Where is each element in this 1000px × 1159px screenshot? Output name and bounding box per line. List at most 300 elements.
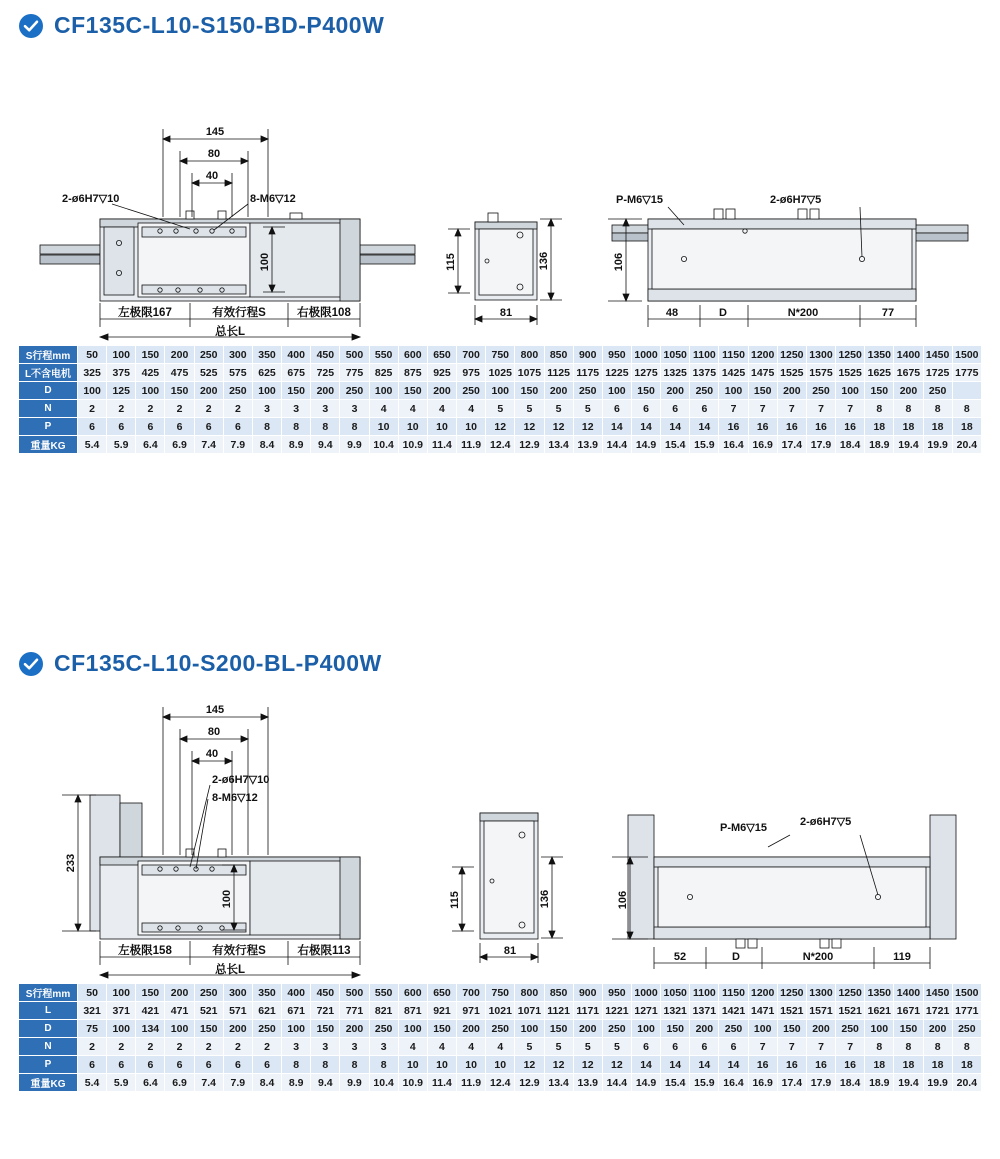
table-cell: 1471 [748,1002,777,1020]
dim-40: 40 [205,748,219,760]
table-cell: 525 [194,364,223,382]
table-cell: 12.4 [486,1074,515,1092]
callout-2-dia6H7-5: 2-ø6H7▽5 [800,816,852,828]
spec-table-2 [18,983,982,1092]
table-cell: 350 [252,984,281,1002]
table-cell: 20.4 [952,436,981,454]
row-header: 重量KG [19,1074,78,1092]
table-cell: 14.4 [602,1074,631,1092]
table-cell: 5.9 [107,1074,136,1092]
table-cell: 14 [631,418,660,436]
dim-145: 145 [205,704,225,716]
table-cell: 7.4 [194,1074,223,1092]
table-row [19,400,982,418]
table-cell: 850 [544,984,573,1002]
dim-106: 106 [613,252,625,272]
table-cell: 19.4 [894,1074,923,1092]
table-cell: 1525 [777,364,806,382]
table-cell: 100 [107,1020,136,1038]
table-cell: 371 [107,1002,136,1020]
table-cell: 1025 [486,364,515,382]
table-cell: 200 [223,1020,252,1038]
table-cell: 150 [398,382,427,400]
table-cell: 3 [252,400,281,418]
table-cell: 8 [952,1038,981,1056]
table-cell: 2 [194,400,223,418]
table-cell: 10 [398,1056,427,1074]
table-cell: 10 [369,418,398,436]
table-cell: 100 [78,382,107,400]
table-cell: 6 [136,1056,165,1074]
table-cell: 8 [865,400,894,418]
table-cell: 18 [923,418,952,436]
table-cell: 200 [165,984,194,1002]
table-cell: 14.9 [631,1074,660,1092]
table-cell: 18 [865,1056,894,1074]
table-cell: 18.4 [836,1074,865,1092]
table-cell: 17.9 [806,436,835,454]
table-cell: 12 [515,418,544,436]
table-cell: 16 [836,1056,865,1074]
table-cell: 16.9 [748,1074,777,1092]
table-cell: 1121 [544,1002,573,1020]
table-cell: 15.9 [690,1074,719,1092]
dim-115: 115 [445,253,457,271]
table-cell: 1050 [661,984,690,1002]
table-cell: 1500 [952,346,981,364]
dim-233: 233 [65,853,77,873]
label-left-limit: 左极限158 [118,945,172,957]
table-cell: 1250 [777,984,806,1002]
table-cell: 300 [223,346,252,364]
table-cell: 150 [427,1020,456,1038]
table-cell: 425 [136,364,165,382]
table-cell: 1000 [631,346,660,364]
table-cell: 16.4 [719,436,748,454]
table-cell: 421 [136,1002,165,1020]
table-cell: 2 [136,1038,165,1056]
table-cell: 200 [194,382,223,400]
table-cell: 875 [398,364,427,382]
table-cell: 4 [427,1038,456,1056]
table-cell: 1271 [631,1002,660,1020]
table-cell: 1375 [690,364,719,382]
table-cell: 11.9 [457,436,486,454]
table-cell: 721 [311,1002,340,1020]
table-cell: 150 [194,1020,223,1038]
table-cell: 775 [340,364,369,382]
label-total-length: 总长L [214,326,246,338]
table-cell: 500 [340,984,369,1002]
table-cell: 200 [690,1020,719,1038]
dim-136: 136 [539,889,551,909]
table-cell: 3 [311,400,340,418]
table-cell: 321 [78,1002,107,1020]
table-cell: 200 [806,1020,835,1038]
table-cell: 18 [952,418,981,436]
table-cell: 7 [777,400,806,418]
table-cell: 100 [602,382,631,400]
section-title-row-1 [0,12,1000,39]
callout-8-M6-12: 8-M6▽12 [250,193,296,205]
dim-81: 81 [503,945,517,957]
table-cell: 18 [894,418,923,436]
table-cell: 250 [806,382,835,400]
table-cell: 2 [136,400,165,418]
table-cell: 6 [107,1056,136,1074]
table-cell: 12 [515,1056,544,1074]
spec-table-1 [18,345,982,454]
table-cell: 6 [631,400,660,418]
table-cell: 250 [369,1020,398,1038]
table-cell: 14 [719,1056,748,1074]
table-cell: 8 [894,1038,923,1056]
table-cell: 1200 [748,984,777,1002]
table-cell: 250 [194,984,223,1002]
table-cell: 5 [602,1038,631,1056]
table-cell: 6 [194,418,223,436]
table-cell: 8 [369,1056,398,1074]
table-cell: 6 [165,1056,194,1074]
table-cell: 5 [486,400,515,418]
table-row [19,984,982,1002]
label-right-limit: 右极限113 [297,945,351,957]
table-cell: 6 [661,400,690,418]
table-cell: 1350 [865,984,894,1002]
callout-2-dia6H7-10: 2-ø6H7▽10 [62,193,120,205]
table-cell: 200 [311,382,340,400]
table-cell: 200 [340,1020,369,1038]
table-cell: 7 [836,1038,865,1056]
table-cell: 8 [923,1038,952,1056]
table-cell: 2 [194,1038,223,1056]
table-cell: 7 [806,1038,835,1056]
table-cell: 5 [573,1038,602,1056]
callout-2-dia6H7-10: 2-ø6H7▽10 [212,774,270,786]
table-row [19,436,982,454]
table-cell: 3 [369,1038,398,1056]
label-effective-stroke: 有效行程S [212,945,266,957]
table-cell: 2 [165,1038,194,1056]
table-cell: 475 [165,364,194,382]
dim-100: 100 [221,889,233,909]
table-cell: 6.4 [136,436,165,454]
table-cell: 14.4 [602,436,631,454]
callout-8-M6-12: 8-M6▽12 [212,792,258,804]
table-cell: 12 [602,1056,631,1074]
table-cell: 10 [486,1056,515,1074]
product-section-1 [0,12,1000,454]
table-cell: 1075 [515,364,544,382]
table-cell: 6.9 [165,1074,194,1092]
table-cell: 200 [777,382,806,400]
table-cell: 700 [457,346,486,364]
table-cell: 625 [252,364,281,382]
table-cell: 8 [894,400,923,418]
row-header: S行程mm [19,346,78,364]
table-cell: 1671 [894,1002,923,1020]
table-cell: 2 [223,1038,252,1056]
table-cell: 16 [748,1056,777,1074]
dim-77: 77 [881,307,895,319]
row-header: D [19,1020,78,1038]
table-cell: 100 [165,1020,194,1038]
table-cell [952,382,981,400]
table-cell: 100 [136,382,165,400]
technical-drawing-1 [0,47,1000,338]
table-cell: 7.9 [223,436,252,454]
table-cell: 100 [486,382,515,400]
table-cell: 12 [573,418,602,436]
table-cell: 1221 [602,1002,631,1020]
dim-48: 48 [665,307,679,319]
table-cell: 4 [398,1038,427,1056]
table-cell: 5 [515,400,544,418]
table-cell: 50 [78,346,107,364]
table-cell: 1200 [748,346,777,364]
table-cell: 18 [923,1056,952,1074]
table-cell: 12.4 [486,436,515,454]
table-cell: 6 [690,400,719,418]
dim-115: 115 [449,891,461,909]
table-cell: 1171 [573,1002,602,1020]
table-cell: 521 [194,1002,223,1020]
dim-136: 136 [538,251,550,271]
table-cell: 200 [573,1020,602,1038]
table-cell: 5.9 [107,436,136,454]
table-cell: 11.4 [427,436,456,454]
table-cell: 16 [748,418,777,436]
table-cell: 150 [165,382,194,400]
table-row [19,1056,982,1074]
table-cell: 1150 [719,984,748,1002]
table-cell: 4 [457,1038,486,1056]
table-cell: 150 [865,382,894,400]
table-cell: 250 [602,1020,631,1038]
table-cell: 3 [340,1038,369,1056]
table-cell: 75 [78,1020,107,1038]
table-cell: 2 [107,1038,136,1056]
table-cell: 10 [427,418,456,436]
dim-Nx200: N*200 [802,951,834,963]
table-cell: 150 [136,346,165,364]
table-cell: 7 [719,400,748,418]
table-cell: 100 [836,382,865,400]
table-cell: 250 [719,1020,748,1038]
table-cell: 18.9 [865,1074,894,1092]
table-cell: 6 [194,1056,223,1074]
table-cell: 150 [515,382,544,400]
table-cell: 950 [602,984,631,1002]
table-cell: 550 [369,346,398,364]
table-cell: 800 [515,346,544,364]
row-header: N [19,400,78,418]
table-cell: 17.4 [777,1074,806,1092]
table-cell: 150 [136,984,165,1002]
dim-52: 52 [673,951,687,963]
table-cell: 10.9 [398,436,427,454]
table-cell: 1125 [544,364,573,382]
row-header: L [19,1002,78,1020]
table-cell: 3 [282,400,311,418]
table-cell: 1300 [806,346,835,364]
table-cell: 450 [311,984,340,1002]
table-cell: 13.9 [573,436,602,454]
table-cell: 7 [748,1038,777,1056]
dim-106: 106 [617,890,629,910]
table-cell: 471 [165,1002,194,1020]
table-cell: 971 [457,1002,486,1020]
table-cell: 2 [165,400,194,418]
table-cell: 8.4 [252,1074,281,1092]
callout-2-dia6H7-5: 2-ø6H7▽5 [770,194,822,206]
table-cell: 825 [369,364,398,382]
table-cell: 5.4 [78,1074,107,1092]
table-cell: 1421 [719,1002,748,1020]
table-cell: 550 [369,984,398,1002]
table-cell: 12.9 [515,436,544,454]
table-cell: 575 [223,364,252,382]
table-cell: 12.9 [515,1074,544,1092]
table-cell: 1325 [661,364,690,382]
table-cell: 6 [165,418,194,436]
table-cell: 1725 [923,364,952,382]
table-cell: 16.9 [748,436,777,454]
table-cell: 1050 [661,346,690,364]
table-cell: 150 [282,382,311,400]
table-row [19,1038,982,1056]
table-row [19,346,982,364]
table-cell: 1450 [923,984,952,1002]
table-cell: 3 [311,1038,340,1056]
spec-table-wrapper-2 [0,983,1000,1092]
table-cell: 950 [602,346,631,364]
table-cell: 3 [282,1038,311,1056]
table-cell: 6.4 [136,1074,165,1092]
table-cell: 14.9 [631,436,660,454]
table-cell: 8.9 [282,1074,311,1092]
table-cell: 6 [661,1038,690,1056]
table-cell: 250 [573,382,602,400]
table-cell: 9.4 [311,436,340,454]
table-cell: 6 [690,1038,719,1056]
table-cell: 9.4 [311,1074,340,1092]
table-cell: 1525 [836,364,865,382]
dim-119: 119 [893,951,911,963]
table-cell: 100 [107,346,136,364]
table-cell: 1371 [690,1002,719,1020]
technical-drawing-2 [0,685,1000,976]
table-row [19,364,982,382]
table-cell: 725 [311,364,340,382]
row-header: P [19,418,78,436]
table-cell: 250 [252,1020,281,1038]
table-cell: 675 [282,364,311,382]
table-cell: 1400 [894,984,923,1002]
table-cell: 6 [78,418,107,436]
table-cell: 200 [544,382,573,400]
table-cell: 1625 [865,364,894,382]
table-cell: 750 [486,984,515,1002]
table-cell: 134 [136,1020,165,1038]
table-cell: 16 [806,418,835,436]
table-cell: 925 [427,364,456,382]
table-cell: 250 [486,1020,515,1038]
dim-D: D [719,307,727,319]
table-cell: 12 [486,418,515,436]
table-cell: 6 [223,1056,252,1074]
table-cell: 1571 [806,1002,835,1020]
table-cell: 200 [165,346,194,364]
table-cell: 16 [777,1056,806,1074]
table-cell: 150 [311,1020,340,1038]
product-section-2 [0,650,1000,1092]
table-cell: 6 [602,400,631,418]
table-cell: 250 [923,382,952,400]
table-cell: 921 [427,1002,456,1020]
table-cell: 400 [282,984,311,1002]
spec-table-body-2 [19,984,982,1092]
table-cell: 750 [486,346,515,364]
table-cell: 2 [78,400,107,418]
row-header: S行程mm [19,984,78,1002]
section-title-row-2 [0,650,1000,677]
table-cell: 250 [194,346,223,364]
table-cell: 975 [457,364,486,382]
table-cell: 13.4 [544,436,573,454]
table-cell: 6 [107,418,136,436]
table-cell: 15.4 [661,436,690,454]
table-cell: 5 [544,400,573,418]
table-cell: 1150 [719,346,748,364]
dim-145: 145 [205,126,225,138]
table-cell: 100 [719,382,748,400]
table-cell: 4 [427,400,456,418]
table-cell: 15.4 [661,1074,690,1092]
table-cell: 16 [777,418,806,436]
table-cell: 1175 [573,364,602,382]
table-cell: 200 [894,382,923,400]
table-cell: 1350 [865,346,894,364]
callout-P-M6-15: P-M6▽15 [720,822,767,834]
table-cell: 10.9 [398,1074,427,1092]
table-cell: 150 [777,1020,806,1038]
table-cell: 1521 [836,1002,865,1020]
table-cell: 16 [719,418,748,436]
table-cell: 1275 [631,364,660,382]
table-cell: 16 [806,1056,835,1074]
table-cell: 7 [748,400,777,418]
table-cell: 1000 [631,984,660,1002]
table-cell: 1300 [806,984,835,1002]
table-cell: 19.9 [923,1074,952,1092]
table-cell: 11.4 [427,1074,456,1092]
table-cell: 1250 [836,346,865,364]
table-cell: 8.9 [282,436,311,454]
dim-80: 80 [207,148,221,160]
table-cell: 10.4 [369,436,398,454]
table-cell: 8.4 [252,436,281,454]
row-header: 重量KG [19,436,78,454]
table-cell: 1771 [952,1002,981,1020]
table-cell: 2 [78,1038,107,1056]
row-header: D [19,382,78,400]
table-cell: 8 [340,418,369,436]
table-cell: 19.9 [923,436,952,454]
table-cell: 650 [427,346,456,364]
table-cell: 1500 [952,984,981,1002]
table-cell: 1250 [777,346,806,364]
